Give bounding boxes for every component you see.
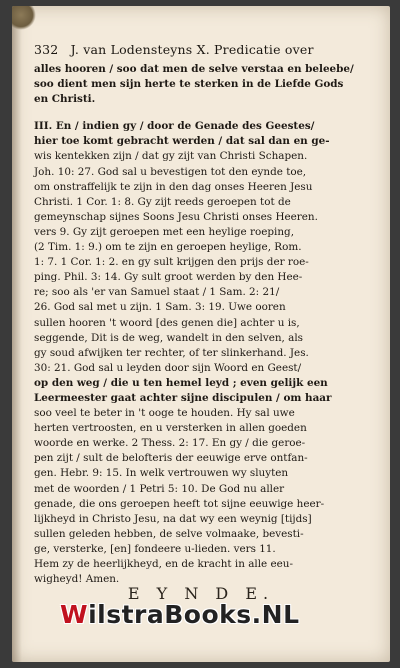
sermon-text: [34, 62, 374, 587]
watermark-initial: W: [60, 600, 89, 629]
text-line: wigheyd! Amen.: [34, 573, 120, 586]
text-line: herten vertroosten, en u versterken in allen goeden: [34, 422, 307, 435]
text-line: Christi. 1 Cor. 1: 8. Gy zijt reeds geroepen tot de: [34, 195, 291, 208]
text-line: hier toe komt gebracht werden / dat sal dan en ge-: [34, 135, 330, 148]
finis-line: E Y N D E.: [127, 584, 275, 603]
running-title: J. van Lodensteyns X. Predicatie over: [70, 42, 314, 57]
page-stain: [12, 6, 36, 30]
text-line: soo veel te beter in 't ooge te houden. Hy sal uwe: [34, 407, 295, 420]
text-line: ping. Phil. 3: 14. Gy sult groot werden by den Hee-: [34, 271, 303, 284]
text-line: en Christi.: [34, 93, 96, 106]
text-line: ge, versterke, [en] fondeere u-lieden. vers 11.: [34, 542, 276, 555]
page-number: 332: [34, 42, 59, 57]
text-line: vers 9. Gy zijt geroepen met een heylige roeping,: [34, 225, 295, 238]
text-line: lijkheyd in Christo Jesu, na dat wy een weynig [tijds]: [34, 512, 312, 525]
text-line: sullen geleden hebben, de selve volmaake, bevesti-: [34, 527, 304, 540]
text-line: met de woorden / 1 Petri 5: 10. De God nu aller: [34, 482, 285, 495]
text-line: re; soo als 'er van Samuel staat / 1 Sam. 2: 21/: [34, 286, 280, 299]
text-line: woorde en werke. 2 Thess. 2: 17. En gy / die geroe-: [34, 437, 306, 450]
page-header: [34, 42, 314, 57]
text-line: wis kentekken zijn / dat gy zijt van Christi Schapen.: [34, 150, 308, 163]
text-line: genade, die ons geroepen heeft tot sijne eeuwige heer-: [34, 497, 325, 510]
watermark-text: ilstraBooks.NL: [88, 600, 300, 629]
text-line: seggende, Dit is de weg, wandelt in den selven, als: [34, 331, 303, 344]
text-line: gen. Hebr. 9: 15. In welk vertrouwen wy sluyten: [34, 467, 289, 480]
book-page: [12, 6, 390, 662]
paragraph-gap: [34, 107, 374, 119]
text-line: pen zijt / sult de belofteris der eeuwige erve ontfan-: [34, 452, 308, 465]
text-line: gemeynschap sijnes Soons Jesu Christi onses Heeren.: [34, 210, 318, 223]
text-line: Leermeester gaat achter sijne discipulen / om haar: [34, 391, 332, 404]
text-line: III. En / indien gy / door de Genade des Geestes/: [34, 120, 315, 133]
text-line: sullen hooren 't woord [des genen die] achter u is,: [34, 316, 300, 329]
text-line: om onstraffelijk te zijn in den dag onses Heeren Jesu: [34, 180, 313, 193]
text-line: soo dient men sijn herte te sterken in de Liefde Gods: [34, 78, 344, 91]
text-line: Joh. 10: 27. God sal u bevestigen tot den eynde toe,: [34, 165, 307, 178]
text-line: alles hooren / soo dat men de selve verstaa en beleebe/: [34, 63, 354, 75]
text-line: 30: 21. God sal u leyden door sijn Woord en Geest/: [34, 361, 302, 374]
text-line: gy soud afwijken ter rechter, of ter slinkerhand. Jes.: [34, 346, 309, 359]
watermark-logo: [60, 600, 300, 629]
text-line: 26. God sal met u zijn. 1 Sam. 3: 19. Uwe ooren: [34, 301, 286, 314]
text-line: 1: 7. 1 Cor. 1: 2. en gy sult krijgen den prijs der roe-: [34, 256, 309, 269]
text-line: Hem zy de heerlijkheyd, en de kracht in alle eeu-: [34, 558, 294, 570]
text-line: op den weg / die u ten hemel leyd ; even gelijk een: [34, 376, 328, 389]
text-line: (2 Tim. 1: 9.) om te zijn en geroepen heylige, Rom.: [34, 241, 302, 254]
